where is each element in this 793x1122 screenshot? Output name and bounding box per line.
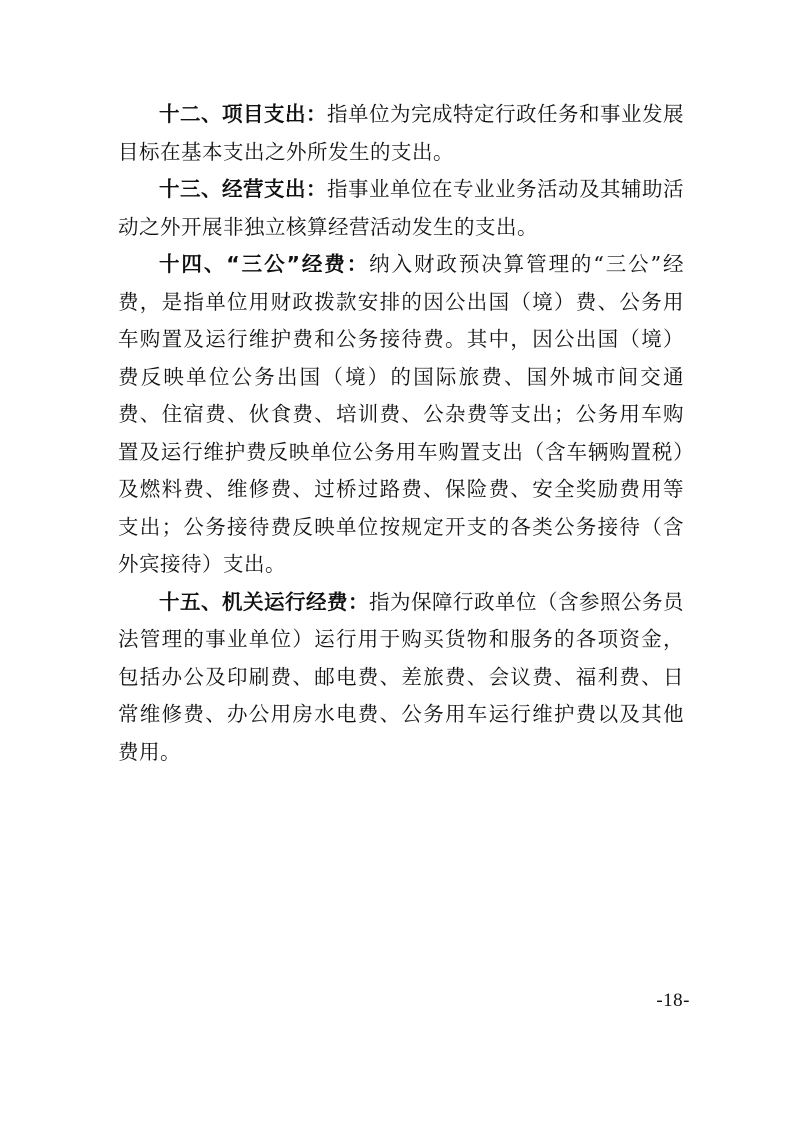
document-body	[118, 96, 684, 771]
paragraph-operating-expenditure	[118, 171, 684, 246]
definition-operating-expenditure: 指事业单位在专业业务活动及其辅助活动之外开展非独立核算经营活动发生的支出。	[118, 177, 684, 239]
term-agency-operating-expenses: 十五、机关运行经费：	[159, 589, 369, 614]
paragraph-project-expenditure	[118, 96, 684, 171]
term-project-expenditure: 十二、项目支出：	[159, 102, 327, 126]
paragraph-three-public-expenses	[118, 246, 684, 584]
definition-agency-operating-expenses: 指为保障行政单位（含参照公务员法管理的事业单位）运行用于购买货物和服务的各项资金，包括办公及印刷费、邮电费、差旅费、会议费、福利费、日常维修费、办公用房水电费、公务用车运行维护费以及其他费用。	[118, 589, 684, 764]
term-three-public-expenses: 十四、“三公”经费：	[159, 252, 370, 276]
page-number: -18-	[656, 990, 690, 1011]
term-operating-expenditure: 十三、经营支出：	[159, 177, 327, 201]
definition-project-expenditure: 指单位为完成特定行政任务和事业发展目标在基本支出之外所发生的支出。	[118, 102, 684, 164]
paragraph-agency-operating-expenses	[118, 584, 684, 772]
definition-three-public-expenses: 纳入财政预决算管理的“三公”经费，是指单位用财政拨款安排的因公出国（境）费、公务用车购置及运行维护费和公务接待费。其中，因公出国（境）费反映单位公务出国（境）的国际旅费、国外城市间交通费、住宿费、伙食费、培训费、公杂费等支出；公务用车购置及运行维护费反映单位公务用车购置支出（含车辆购置税）及燃料费、维修费、过桥过路费、保险费、安全奖励费用等支出；公务接待费反映单位按规定开支的各类公务接待（含外宾接待）支出。	[118, 252, 684, 576]
